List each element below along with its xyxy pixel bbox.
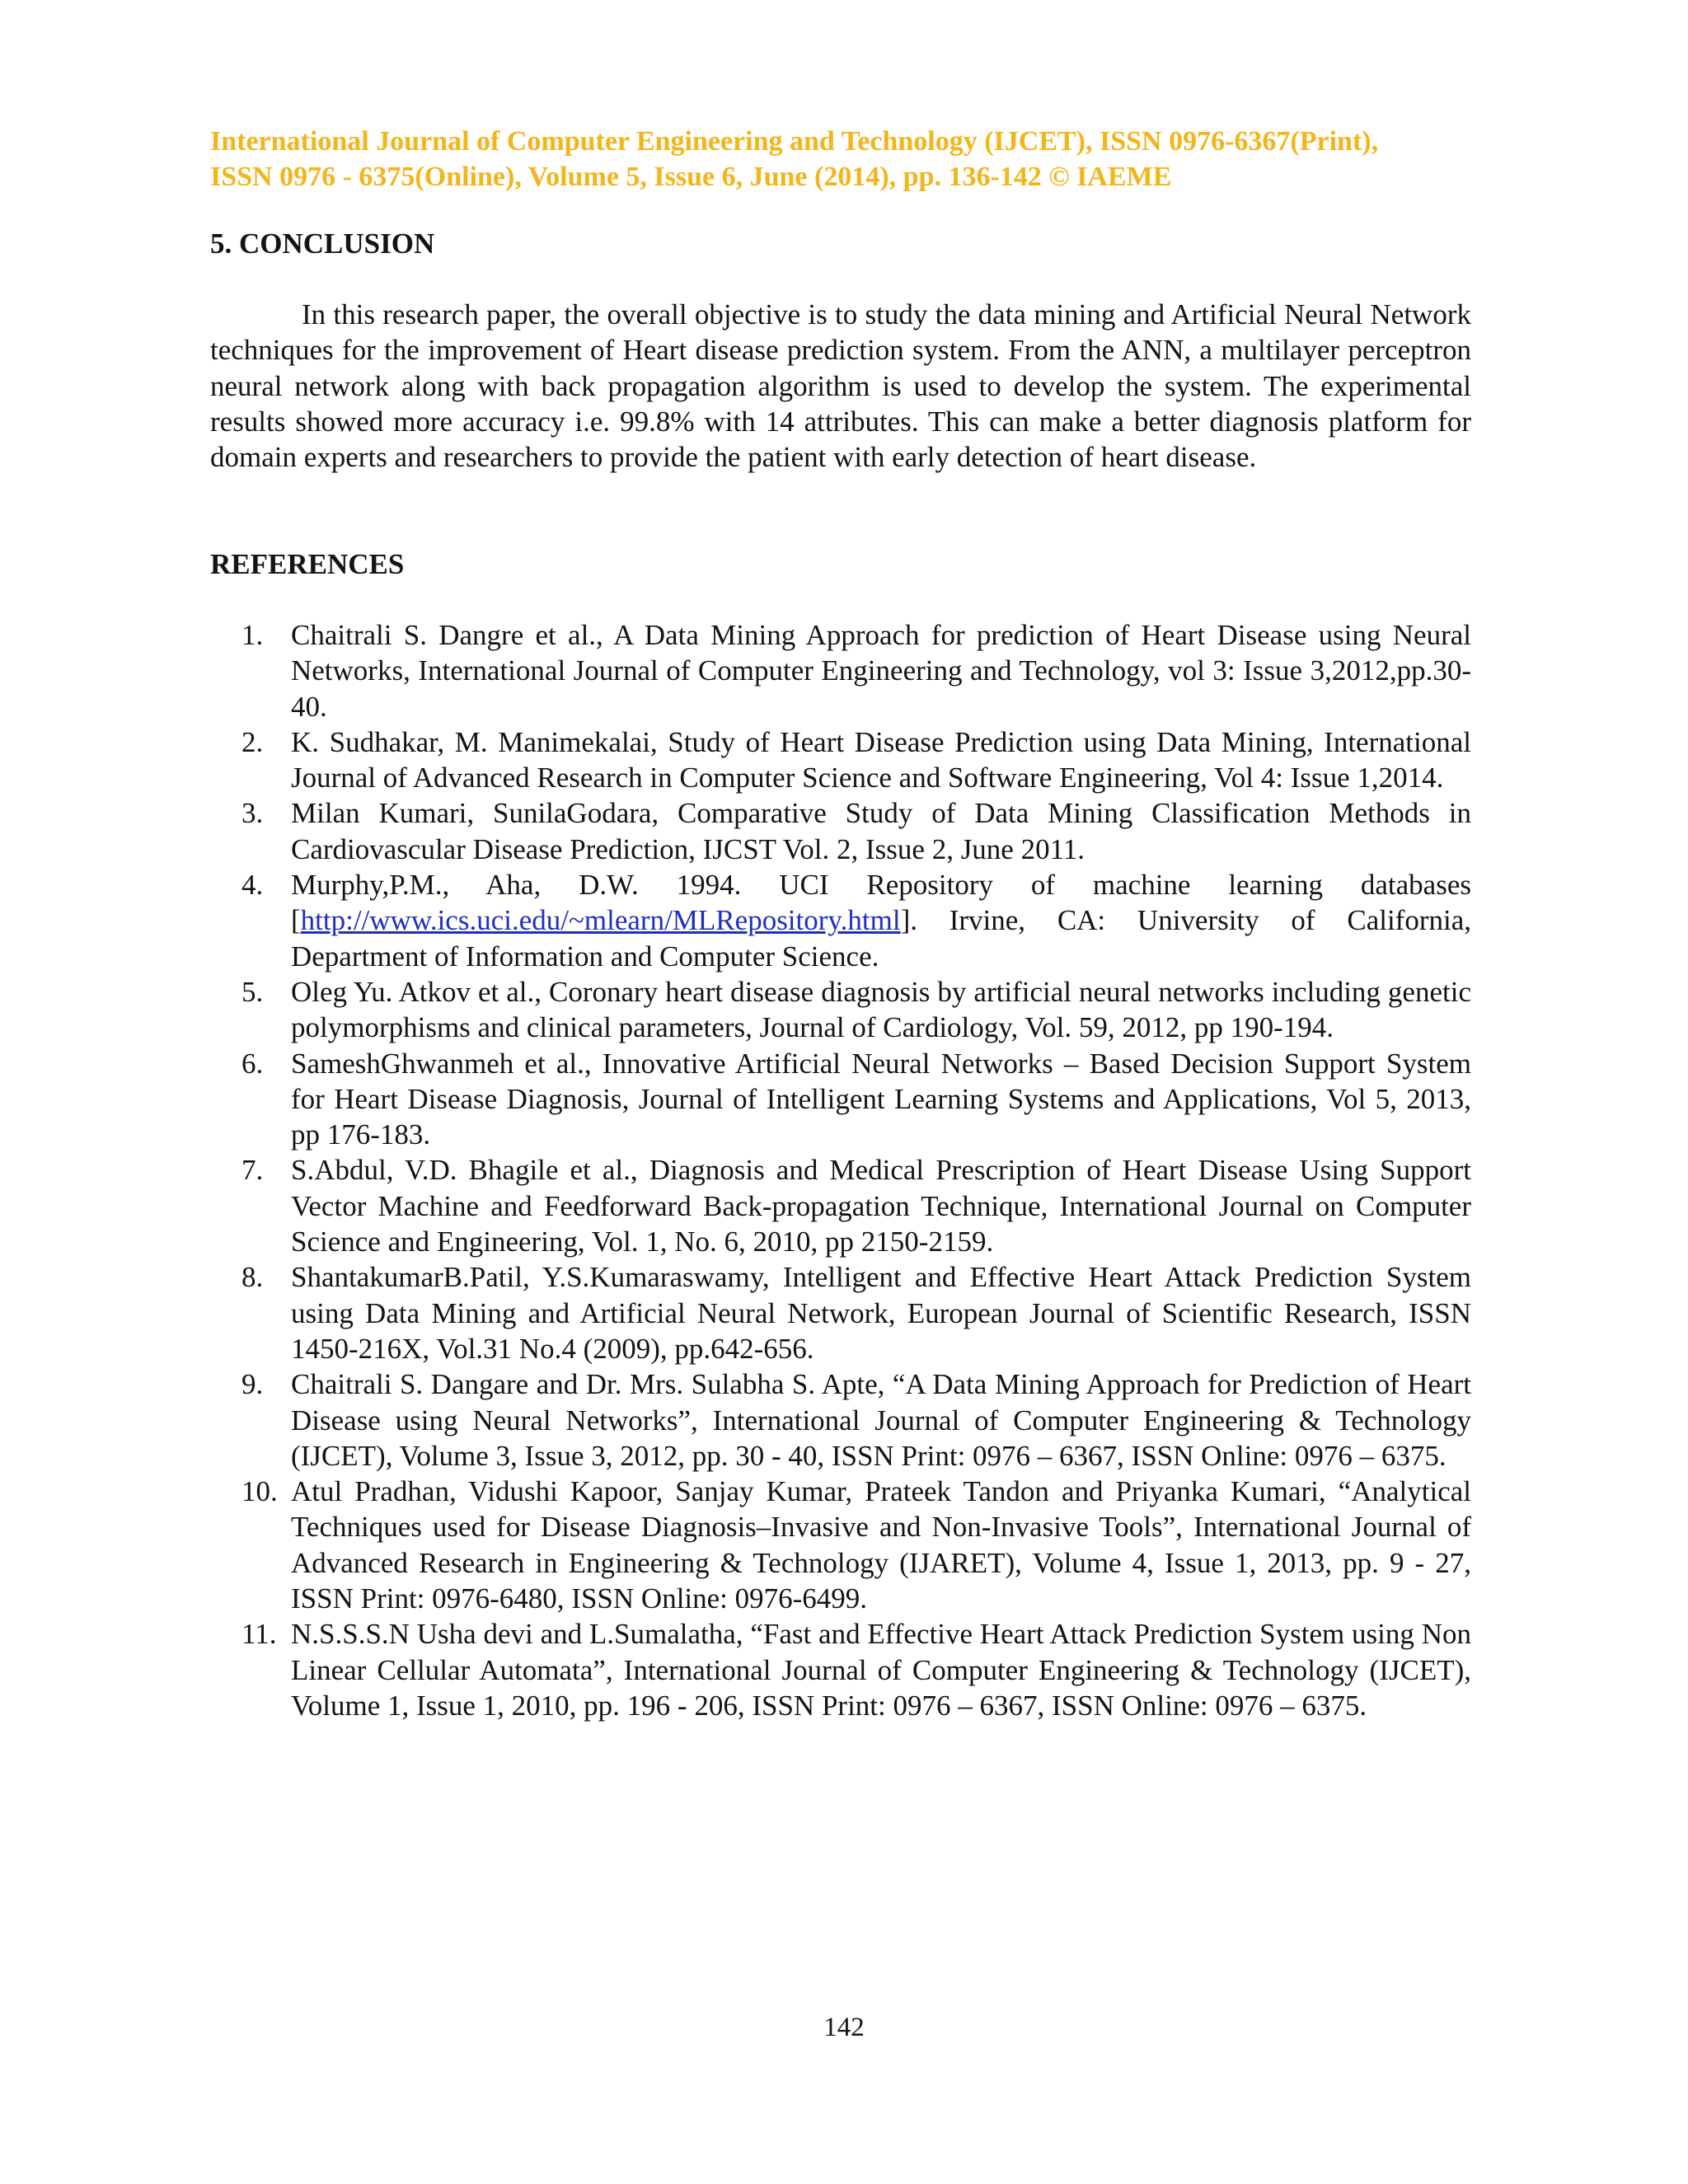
journal-header bbox=[210, 124, 1479, 194]
references-heading: REFERENCES bbox=[210, 548, 405, 580]
reference-text: N.S.S.S.N Usha devi and L.Sumalatha, “Fast and Effective Heart Attack Prediction System using Non Linear Cellular Automata”, International Journal of Computer Engineering & Technology (IJCET), Volume 1, Issue 1, 2010, pp. 196 - 206, ISSN Print: 0976 – 6367, ISSN Online: 0976 – 6375. bbox=[291, 1618, 1471, 1722]
reference-text: Chaitrali S. Dangre et al., A Data Mining Approach for prediction of Heart Disease using Neural Networks, International Journal of Computer Engineering and Technology, vol 3: Issue 3,2012,pp.30-40. bbox=[291, 619, 1471, 723]
reference-text: Milan Kumari, SunilaGodara, Comparative Study of Data Mining Classification Methods in Cardiovascular Disease Prediction, IJCST Vol. 2, Issue 2, June 2011. bbox=[291, 797, 1471, 865]
journal-header-line-1: International Journal of Computer Engineering and Technology (IJCET), ISSN 0976-6367(Print), bbox=[210, 126, 1379, 157]
reference-item-9 bbox=[210, 1366, 1471, 1474]
reference-text: K. Sudhakar, M. Manimekalai, Study of Heart Disease Prediction using Data Mining, International Journal of Advanced Research in Computer Science and Software Engineering, Vol 4: Issue 1,2014. bbox=[291, 725, 1471, 794]
reference-number: 8. bbox=[241, 1261, 264, 1294]
reference-item-7 bbox=[210, 1152, 1471, 1259]
journal-header-line-2: ISSN 0976 - 6375(Online), Volume 5, Issue 6, June (2014), pp. 136-142 © IAEME bbox=[210, 162, 1172, 192]
reference-item-10 bbox=[210, 1474, 1471, 1616]
reference-number: 5. bbox=[241, 975, 264, 1008]
reference-text bbox=[291, 867, 1471, 974]
reference-number: 2. bbox=[241, 725, 264, 758]
reference-number: 7. bbox=[241, 1154, 264, 1187]
conclusion-paragraph: In this research paper, the overall objective is to study the data mining and Artificial Neural Network techniques for the improvement of Heart disease prediction system. From the ANN, a multilayer perceptron neural network along with back propagation algorithm is used to develop the system. The experimental results showed more accuracy i.e. 99.8% with 14 attributes. This can make a better diagnosis platform for domain experts and researchers to provide the patient with early detection of heart disease. bbox=[210, 298, 1471, 474]
reference-text: Oleg Yu. Atkov et al., Coronary heart disease diagnosis by artificial neural networks including genetic polymorphisms and clinical parameters, Journal of Cardiology, Vol. 59, 2012, pp 190-194. bbox=[291, 975, 1471, 1044]
reference-number: 3. bbox=[241, 797, 264, 830]
references-list bbox=[210, 617, 1471, 1723]
conclusion-heading: 5. CONCLUSION bbox=[210, 227, 435, 260]
reference-number: 10. bbox=[241, 1475, 278, 1508]
reference-number: 4. bbox=[241, 869, 264, 902]
reference-item-2 bbox=[210, 724, 1471, 796]
reference-text: Atul Pradhan, Vidushi Kapoor, Sanjay Kumar, Prateek Tandon and Priyanka Kumari, “Analytical Techniques used for Disease Diagnosis–Invasive and Non-Invasive Tools”, International Journal of Advanced Research in Engineering & Technology (IJARET), Volume 4, Issue 1, 2013, pp. 9 - 27, ISSN Print: 0976-6480, ISSN Online: 0976-6499. bbox=[291, 1475, 1471, 1615]
reference-number: 6. bbox=[241, 1047, 264, 1080]
page-number: 142 bbox=[823, 2013, 865, 2042]
reference-text: Chaitrali S. Dangare and Dr. Mrs. Sulabha S. Apte, “A Data Mining Approach for Prediction of Heart Disease using Neural Networks”, International Journal of Computer Engineering & Technology (IJCET), Volume 3, Issue 3, 2012, pp. 30 - 40, ISSN Print: 0976 – 6367, ISSN Online: 0976 – 6375. bbox=[291, 1368, 1471, 1472]
reference-text: S.Abdul, V.D. Bhagile et al., Diagnosis and Medical Prescription of Heart Disease Using Support Vector Machine and Feedforward Back-propagation Technique, International Journal on Computer Science and Engineering, Vol. 1, No. 6, 2010, pp 2150-2159. bbox=[291, 1154, 1471, 1258]
reference-item-6 bbox=[210, 1046, 1471, 1153]
reference-number: 11. bbox=[241, 1618, 277, 1651]
reference-text-after-link: ]. Irvine, CA: University of California, Department of Information and Computer Science. bbox=[291, 904, 1471, 972]
reference-text-before-link: Murphy,P.M., Aha, D.W. 1994. UCI Repository of machine learning databases [ bbox=[291, 869, 1471, 937]
reference-item-4 bbox=[210, 867, 1471, 974]
reference-text: ShantakumarB.Patil, Y.S.Kumaraswamy, Intelligent and Effective Heart Attack Prediction System using Data Mining and Artificial Neural Network, European Journal of Scientific Research, ISSN 1450-216X, Vol.31 No.4 (2009), pp.642-656. bbox=[291, 1261, 1471, 1365]
reference-number: 9. bbox=[241, 1368, 264, 1401]
uci-repository-link[interactable]: http://www.ics.uci.edu/~mlearn/MLRepository.html bbox=[300, 904, 901, 937]
reference-item-1 bbox=[210, 617, 1471, 724]
reference-item-5 bbox=[210, 974, 1471, 1046]
reference-item-11 bbox=[210, 1616, 1471, 1723]
reference-text: SameshGhwanmeh et al., Innovative Artificial Neural Networks – Based Decision Support System for Heart Disease Diagnosis, Journal of Intelligent Learning Systems and Applications, Vol 5, 2013, pp 176-183. bbox=[291, 1047, 1471, 1151]
reference-item-8 bbox=[210, 1259, 1471, 1366]
reference-item-3 bbox=[210, 795, 1471, 867]
reference-number: 1. bbox=[241, 619, 264, 651]
